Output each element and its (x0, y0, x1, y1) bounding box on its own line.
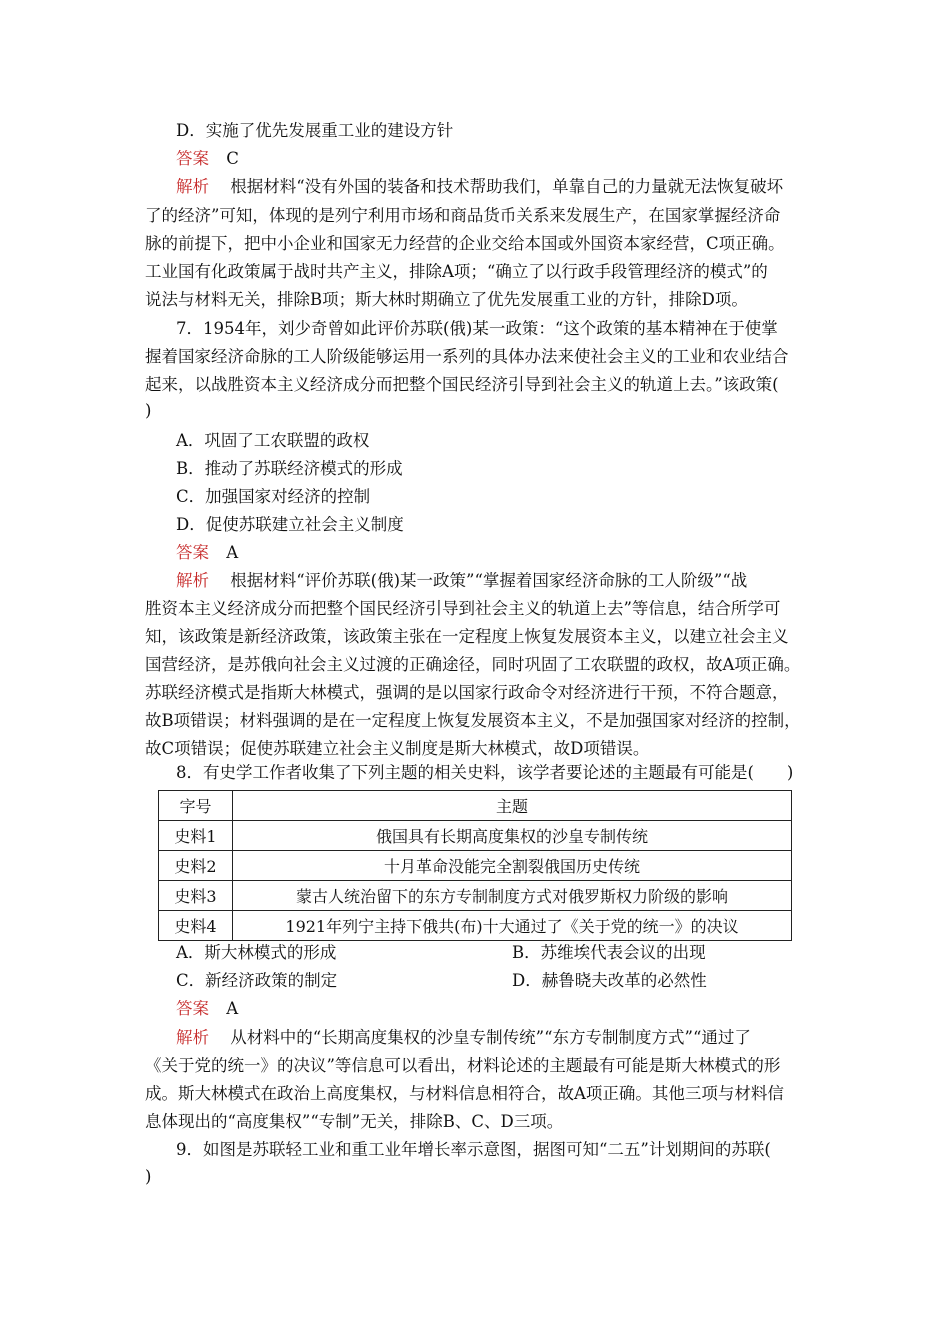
q6-analysis-line: 工业国有化政策属于战时共产主义，排除A项；“确立了以行政手段管理经济的模式”的 (145, 262, 768, 281)
q7-analysis-line: 苏联经济模式是指斯大林模式，强调的是以国家行政命令对经济进行干预，不符合题意， (145, 683, 789, 702)
q7-analysis-line: 故C项错误；促使苏联建立社会主义制度是斯大林模式，故D项错误。 (145, 739, 650, 758)
table-row (159, 911, 792, 941)
q7-answer (176, 542, 238, 564)
q8-option-d: D．赫鲁晓夫改革的必然性 (512, 971, 707, 990)
q9-stem-line: ) (145, 1167, 152, 1186)
q8-analysis-line: 《关于党的统一》的决议”等信息可以看出，材料论述的主题最有可能是斯大林模式的形 (145, 1056, 781, 1075)
table-header-cell: 主题 (233, 791, 792, 821)
q8-option-a: A．斯大林模式的形成 (176, 943, 337, 962)
q6-answer (176, 148, 239, 170)
q8-analysis-line: 息体现出的“高度集权”“专制”无关，排除B、C、D三项。 (145, 1112, 564, 1131)
table-header-row (159, 791, 792, 821)
q7-option-d: D．促使苏联建立社会主义制度 (176, 515, 404, 534)
q7-option-b: B．推动了苏联经济模式的形成 (176, 459, 403, 478)
q7-analysis-line (176, 570, 747, 592)
table-cell: 史料2 (159, 851, 233, 881)
source-table (158, 790, 792, 941)
analysis-text: 根据材料“没有外国的装备和技术帮助我们，单靠自己的力量就无法恢复破坏 (230, 177, 784, 196)
q8-option-b: B．苏维埃代表会议的出现 (512, 943, 706, 962)
table-cell: 俄国具有长期高度集权的沙皇专制传统 (233, 821, 792, 851)
q7-analysis-line: 知，该政策是新经济政策，该政策主张在一定程度上恢复发展资本主义，以建立社会主义 (145, 627, 789, 646)
q7-option-c: C．加强国家对经济的控制 (176, 487, 371, 506)
table-cell: 1921年列宁主持下俄共(布)十大通过了《关于党的统一》的决议 (233, 911, 792, 941)
q7-stem-line: ) (145, 401, 152, 420)
q6-analysis-line (176, 176, 783, 198)
table-row (159, 881, 792, 911)
q7-stem-line: 握着国家经济命脉的工人阶级能够运用一系列的具体办法来使社会主义的工业和农业结合 (145, 347, 789, 366)
q8-answer (176, 998, 238, 1020)
table-row (159, 851, 792, 881)
table-cell: 史料3 (159, 881, 233, 911)
table-cell: 史料1 (159, 821, 233, 851)
analysis-text: 从材料中的“长期高度集权的沙皇专制传统”“东方专制制度方式”“通过了 (230, 1028, 751, 1047)
q7-stem-line: 起来，以战胜资本主义经济成分而把整个国民经济引导到社会主义的轨道上去。”该政策( (145, 375, 779, 394)
q8-analysis-line: 成。斯大林模式在政治上高度集权，与材料信息相符合，故A项正确。其他三项与材料信 (145, 1084, 784, 1103)
q6-analysis-line: 脉的前提下，把中小企业和国家无力经营的企业交给本国或外国资本家经营，C项正确。 (145, 234, 785, 253)
answer-label: 答案 (176, 999, 209, 1018)
q9-stem-line: 9．如图是苏联轻工业和重工业年增长率示意图，据图可知“二五”计划期间的苏联( (176, 1140, 771, 1159)
table-cell: 蒙古人统治留下的东方专制制度方式对俄罗斯权力阶级的影响 (233, 881, 792, 911)
q8-stem: 8．有史学工作者收集了下列主题的相关史料，该学者要论述的主题最有可能是( ) (176, 763, 794, 782)
answer-value: A (226, 543, 239, 562)
table-row (159, 821, 792, 851)
table-cell: 史料4 (159, 911, 233, 941)
q6-analysis-line: 了的经济”可知，体现的是列宁利用市场和商品货币关系来发展生产，在国家掌握经济命 (145, 206, 781, 225)
answer-label: 答案 (176, 543, 209, 562)
answer-value: C (226, 149, 239, 168)
analysis-text: 根据材料“评价苏联(俄)某一政策”“掌握着国家经济命脉的工人阶级”“战 (230, 571, 748, 590)
table-header-cell: 字号 (159, 791, 233, 821)
answer-value: A (226, 999, 239, 1018)
analysis-label: 解析 (176, 1028, 209, 1047)
analysis-label: 解析 (176, 571, 209, 590)
table-cell: 十月革命没能完全割裂俄国历史传统 (233, 851, 792, 881)
q6-option-d: D．实施了优先发展重工业的建设方针 (176, 121, 454, 140)
q7-analysis-line: 故B项错误；材料强调的是在一定程度上恢复发展资本主义，不是加强国家对经济的控制， (145, 711, 801, 730)
answer-label: 答案 (176, 149, 209, 168)
q7-analysis-line: 胜资本主义经济成分而把整个国民经济引导到社会主义的轨道上去”等信息，结合所学可 (145, 599, 781, 618)
q7-stem-line: 7．1954年，刘少奇曾如此评价苏联(俄)某一政策：“这个政策的基本精神在于使掌 (176, 319, 778, 338)
q6-analysis-line: 说法与材料无关，排除B项；斯大林时期确立了优先发展重工业的方针，排除D项。 (145, 290, 748, 309)
q7-option-a: A．巩固了工农联盟的政权 (176, 431, 370, 450)
q7-analysis-line: 国营经济，是苏俄向社会主义过渡的正确途径，同时巩固了工农联盟的政权，故A项正确。 (145, 655, 801, 674)
q8-option-c: C．新经济政策的制定 (176, 971, 338, 990)
q8-analysis-line (176, 1027, 751, 1049)
analysis-label: 解析 (176, 177, 209, 196)
